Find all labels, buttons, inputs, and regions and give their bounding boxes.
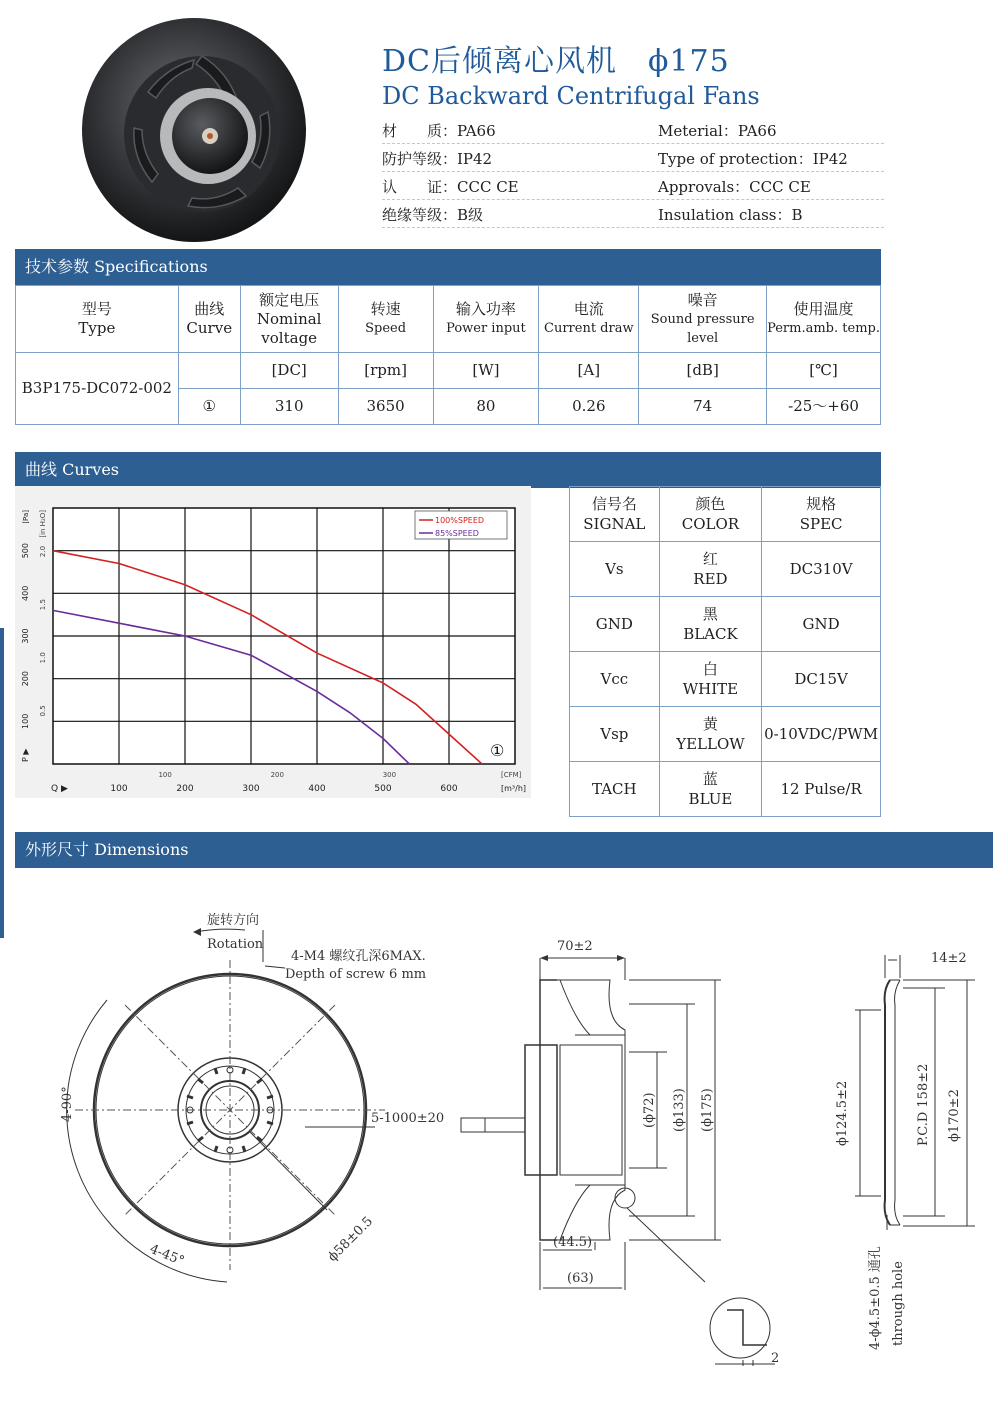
header-type: 型号 Type: [16, 286, 179, 353]
header-signal: 信号名 SIGNAL: [570, 487, 660, 542]
unit-empty: [178, 353, 240, 389]
value-voltage: 310: [240, 389, 338, 425]
property-en: Meterial：PA66: [658, 122, 777, 140]
x-tick-label: 300: [242, 784, 260, 794]
property-row: [382, 200, 884, 228]
y-tick-label: 500: [21, 543, 30, 559]
signal-spec: 0-10VDC/PWM: [762, 707, 881, 762]
unit-power: [W]: [433, 353, 539, 389]
header-voltage: 额定电压 Nominal voltage: [240, 286, 338, 353]
property-row: [382, 144, 884, 172]
dimension-drawing: [15, 870, 985, 1400]
signal-color: 黑 BLACK: [659, 597, 762, 652]
header-color: 颜色 COLOR: [659, 487, 762, 542]
x-tick-label: 600: [440, 784, 458, 794]
width-label: 70±2: [557, 939, 593, 954]
side-tab: [0, 628, 4, 938]
spec-unit-row: [16, 353, 881, 389]
y-tick-label: 100: [21, 713, 30, 729]
value-curve: ①: [178, 389, 240, 425]
x-axis-label: Q ▶: [51, 784, 68, 794]
w63-label: (63): [567, 1271, 594, 1286]
x-tick-label: 200: [176, 784, 194, 794]
property-en: Type of protection：IP42: [658, 150, 848, 168]
y-axis-label: P ▶: [21, 748, 30, 762]
signal-color: 红 RED: [659, 542, 762, 597]
signal-row: [570, 652, 881, 707]
y2-tick-label: 2.0: [39, 545, 47, 558]
signal-row: [570, 542, 881, 597]
x2-tick-label: 100: [158, 771, 172, 779]
signal-color: 黄 YELLOW: [659, 707, 762, 762]
property-en: Approvals：CCC CE: [658, 178, 811, 196]
signal-row: [570, 707, 881, 762]
y-tick-label: 300: [21, 628, 30, 644]
curves-bar: 曲线 Curves: [15, 452, 881, 488]
signal-name: Vs: [570, 542, 660, 597]
page-title-cn: DC后倾离心风机 ϕ175: [382, 44, 730, 79]
header-current: 电流 Current draw: [539, 286, 639, 353]
spec-header-row: [16, 286, 881, 353]
signal-name: Vsp: [570, 707, 660, 762]
fan-product-photo: [78, 12, 310, 244]
x-tick-label: 400: [308, 784, 326, 794]
screw-en: Depth of screw 6 mm: [285, 967, 427, 982]
y2-tick-label: 1.0: [39, 652, 47, 664]
unit-speed: [rpm]: [338, 353, 433, 389]
property-cn: 绝缘等级：B级: [382, 206, 484, 224]
legend-label: 85%SPEED: [435, 529, 479, 538]
property-en: Insulation class：B: [658, 206, 803, 224]
signal-header-row: [570, 487, 881, 542]
d175-label: (ϕ175): [700, 1088, 715, 1132]
signal-color: 蓝 BLUE: [659, 762, 762, 817]
x-axis-unit: [m³/h]: [501, 784, 527, 793]
property-row: [382, 116, 884, 144]
unit-voltage: [DC]: [240, 353, 338, 389]
x-tick-label: 500: [374, 784, 392, 794]
unit-temp: [℃]: [767, 353, 881, 389]
header-noise: 噪音 Sound pressure level: [639, 286, 767, 353]
y2-tick-label: 0.5: [39, 705, 47, 717]
model-cell: B3P175-DC072-002: [16, 353, 179, 425]
header-spec: 规格 SPEC: [762, 487, 881, 542]
signal-name: GND: [570, 597, 660, 652]
rotation-en: Rotation: [207, 937, 264, 952]
value-speed: 3650: [338, 389, 433, 425]
signal-name: Vcc: [570, 652, 660, 707]
header-speed: 转速 Speed: [338, 286, 433, 353]
signal-spec: DC310V: [762, 542, 881, 597]
signal-color: 白 WHITE: [659, 652, 762, 707]
header-temp: 使用温度 Perm.amb. temp.: [767, 286, 881, 353]
unit-noise: [dB]: [639, 353, 767, 389]
value-current: 0.26: [539, 389, 639, 425]
y-tick-label: 200: [21, 671, 30, 687]
dimensions-bar: 外形尺寸 Dimensions: [15, 832, 993, 868]
y2-tick-label: 1.5: [39, 599, 47, 611]
specifications-table: [15, 285, 881, 425]
specifications-bar: 技术参数 Specifications: [15, 249, 881, 285]
signal-spec: 12 Pulse/R: [762, 762, 881, 817]
angle-45-label: 4-45°: [147, 1241, 187, 1270]
property-cn: 认 证：CCC CE: [382, 178, 519, 196]
signal-table: [569, 486, 881, 817]
hub-diameter-label: ϕ58±0.5: [325, 1213, 377, 1265]
signal-row: [570, 597, 881, 652]
d72-label: (ϕ72): [642, 1092, 657, 1128]
flange-width-label: 14±2: [931, 951, 967, 966]
property-list: [382, 116, 884, 228]
curve-marker: ①: [490, 741, 505, 760]
signal-spec: GND: [762, 597, 881, 652]
d170-label: ϕ170±2: [947, 1089, 962, 1142]
performance-chart: [15, 486, 531, 798]
signal-row: [570, 762, 881, 817]
value-noise: 74: [639, 389, 767, 425]
x2-tick-label: 300: [382, 771, 397, 779]
property-row: [382, 172, 884, 200]
y-tick-label: 400: [21, 585, 30, 601]
property-cn: 材 质：PA66: [382, 122, 496, 140]
signal-name: TACH: [570, 762, 660, 817]
hole-en-label: through hole: [891, 1261, 906, 1346]
hole-cn-label: 4-ϕ4.5±0.5 通孔: [868, 1246, 883, 1350]
header-power: 输入功率 Power input: [433, 286, 539, 353]
detail-thickness-label: 2: [771, 1351, 780, 1366]
signal-spec: DC15V: [762, 652, 881, 707]
legend-label: 100%SPEED: [435, 516, 485, 525]
rotation-cn: 旋转方向: [207, 913, 260, 928]
cable-length-label: 5-1000±20: [371, 1111, 445, 1126]
unit-current: [A]: [539, 353, 639, 389]
w445-label: (44.5): [553, 1235, 593, 1250]
angle-90-label: 4-90°: [60, 1086, 75, 1122]
y2-axis-unit: [in H₂O]: [39, 510, 47, 538]
value-power: 80: [433, 389, 539, 425]
x2-unit: [CFM]: [501, 771, 522, 779]
property-cn: 防护等级：IP42: [382, 150, 493, 168]
y-axis-unit: [Pa]: [22, 510, 30, 524]
pcd-label: P.C.D 158±2: [916, 1063, 931, 1146]
screw-cn: 4-M4 螺纹孔深6MAX.: [291, 949, 426, 964]
header-curve: 曲线 Curve: [178, 286, 240, 353]
d1245-label: ϕ124.5±2: [835, 1080, 850, 1146]
x2-tick-label: 200: [270, 771, 284, 779]
value-temp: -25～+60: [767, 389, 881, 425]
page-title-en: DC Backward Centrifugal Fans: [382, 82, 760, 110]
x-tick-label: 100: [110, 784, 128, 794]
d133-label: (ϕ133): [672, 1088, 687, 1132]
